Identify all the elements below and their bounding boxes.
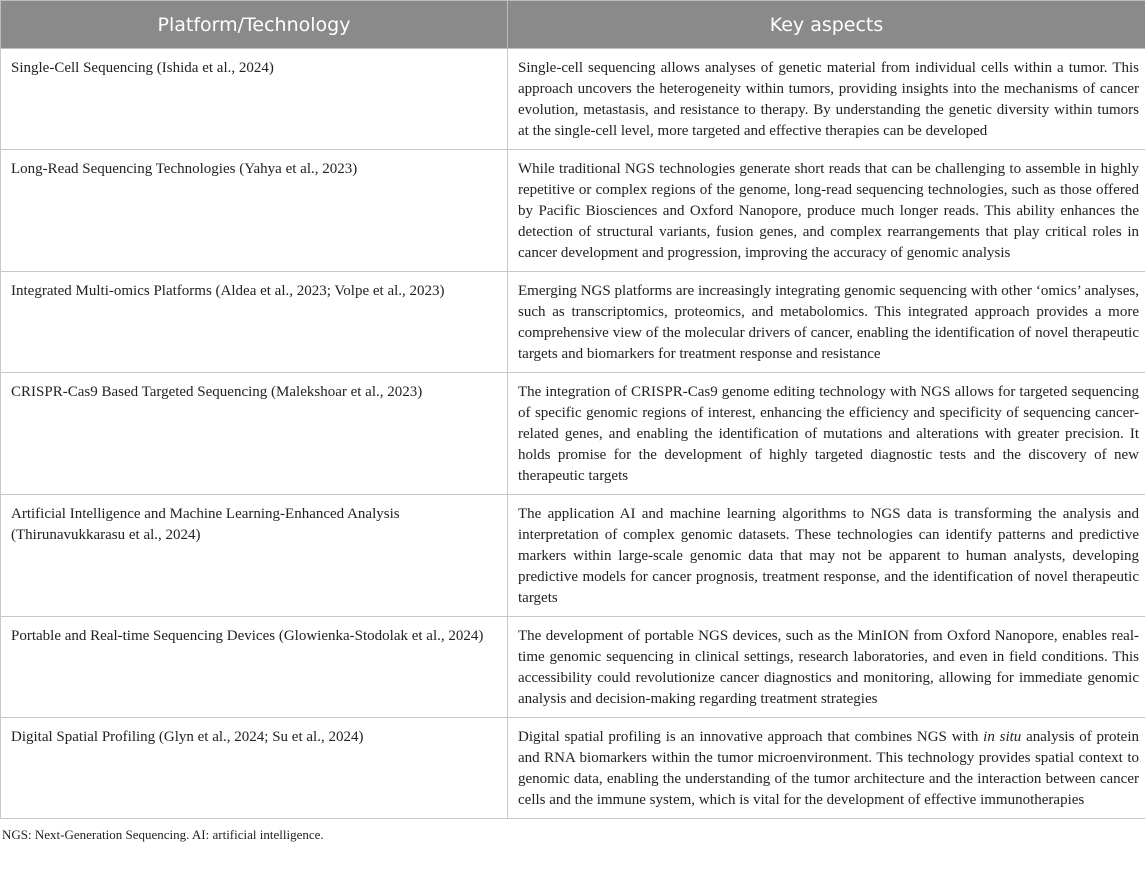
aspect-text-end: analysis of protein and RNA biomarkers within the tumor microenvironment. This technology provides spatial context to genomic data, enabling the understanding of the tumor architecture and the interaction between cancer cells and the immune system, which is vital for the development of effective immunotherapies bbox=[518, 729, 1139, 808]
aspect-text-start: Digital spatial profiling is an innovative approach that combines NGS with bbox=[518, 729, 984, 745]
column-header-key-aspects: Key aspects bbox=[508, 1, 1145, 49]
platform-cell: CRISPR-Cas9 Based Targeted Sequencing (Malekshoar et al., 2023) bbox=[1, 373, 508, 495]
aspect-cell: The integration of CRISPR-Cas9 genome editing technology with NGS allows for targeted sequencing of specific genomic regions of interest, enhancing the efficiency and specificity of sequencing cancer-related genes, and enabling the identification of mutations and alterations with greater precision. It holds promise for the development of highly targeted diagnostic tests and the discovery of new therapeutic targets bbox=[508, 373, 1145, 495]
table-header bbox=[1, 1, 1145, 49]
aspect-cell: The application AI and machine learning algorithms to NGS data is transforming the analysis and interpretation of complex genomic datasets. These technologies can identify patterns and predictive markers within large-scale genomic data that may not be apparent to human analysts, developing predictive models for cancer prognosis, treatment response, and the identification of novel therapeutic targets bbox=[508, 495, 1145, 617]
aspect-cell: While traditional NGS technologies generate short reads that can be challenging to assemble in highly repetitive or complex regions of the genome, long-read sequencing technologies, such as those offered by Pacific Biosciences and Oxford Nanopore, produce much longer reads. This ability enhances the detection of structural variants, fusion genes, and complex rearrangements that play critical roles in cancer development and progression, improving the accuracy of genomic analysis bbox=[508, 150, 1145, 272]
aspect-cell bbox=[508, 718, 1145, 819]
table-row bbox=[1, 150, 1145, 272]
platform-cell: Single-Cell Sequencing (Ishida et al., 2024) bbox=[1, 49, 508, 150]
table-row bbox=[1, 495, 1145, 617]
table-row bbox=[1, 617, 1145, 718]
table-footnote: NGS: Next-Generation Sequencing. AI: artificial intelligence. bbox=[2, 827, 324, 842]
table-row bbox=[1, 272, 1145, 373]
aspect-text-italic: in situ bbox=[983, 729, 1022, 745]
aspect-cell: Single-cell sequencing allows analyses of genetic material from individual cells within a tumor. This approach uncovers the heterogeneity within tumors, providing insights into the mechanisms of cancer evolution, metastasis, and resistance to therapy. By understanding the genetic diversity within tumors at the single-cell level, more targeted and effective therapies can be developed bbox=[508, 49, 1145, 150]
table-body bbox=[1, 49, 1145, 819]
platform-cell: Portable and Real-time Sequencing Devices (Glowienka-Stodolak et al., 2024) bbox=[1, 617, 508, 718]
aspect-cell: Emerging NGS platforms are increasingly integrating genomic sequencing with other ‘omics’ analyses, such as transcriptomics, proteomics, and metabolomics. This integrated approach provides a more comprehensive view of the molecular drivers of cancer, enabling the identification of novel therapeutic targets and biomarkers for treatment response and resistance bbox=[508, 272, 1145, 373]
table-row bbox=[1, 373, 1145, 495]
platform-cell: Long-Read Sequencing Technologies (Yahya et al., 2023) bbox=[1, 150, 508, 272]
platform-cell: Integrated Multi-omics Platforms (Aldea et al., 2023; Volpe et al., 2023) bbox=[1, 272, 508, 373]
header-row bbox=[1, 1, 1145, 49]
platform-cell: Digital Spatial Profiling (Glyn et al., 2024; Su et al., 2024) bbox=[1, 718, 508, 819]
aspect-cell: The development of portable NGS devices, such as the MinION from Oxford Nanopore, enables real-time genomic sequencing in clinical settings, research laboratories, and even in field conditions. This accessibility could revolutionize cancer diagnostics and monitoring, allowing for immediate genomic analysis and decision-making regarding treatment strategies bbox=[508, 617, 1145, 718]
table-row bbox=[1, 49, 1145, 150]
platform-cell: Artificial Intelligence and Machine Learning-Enhanced Analysis (Thirunavukkarasu et al., 2024) bbox=[1, 495, 508, 617]
column-header-platform: Platform/Technology bbox=[1, 1, 508, 49]
table-row bbox=[1, 718, 1145, 819]
